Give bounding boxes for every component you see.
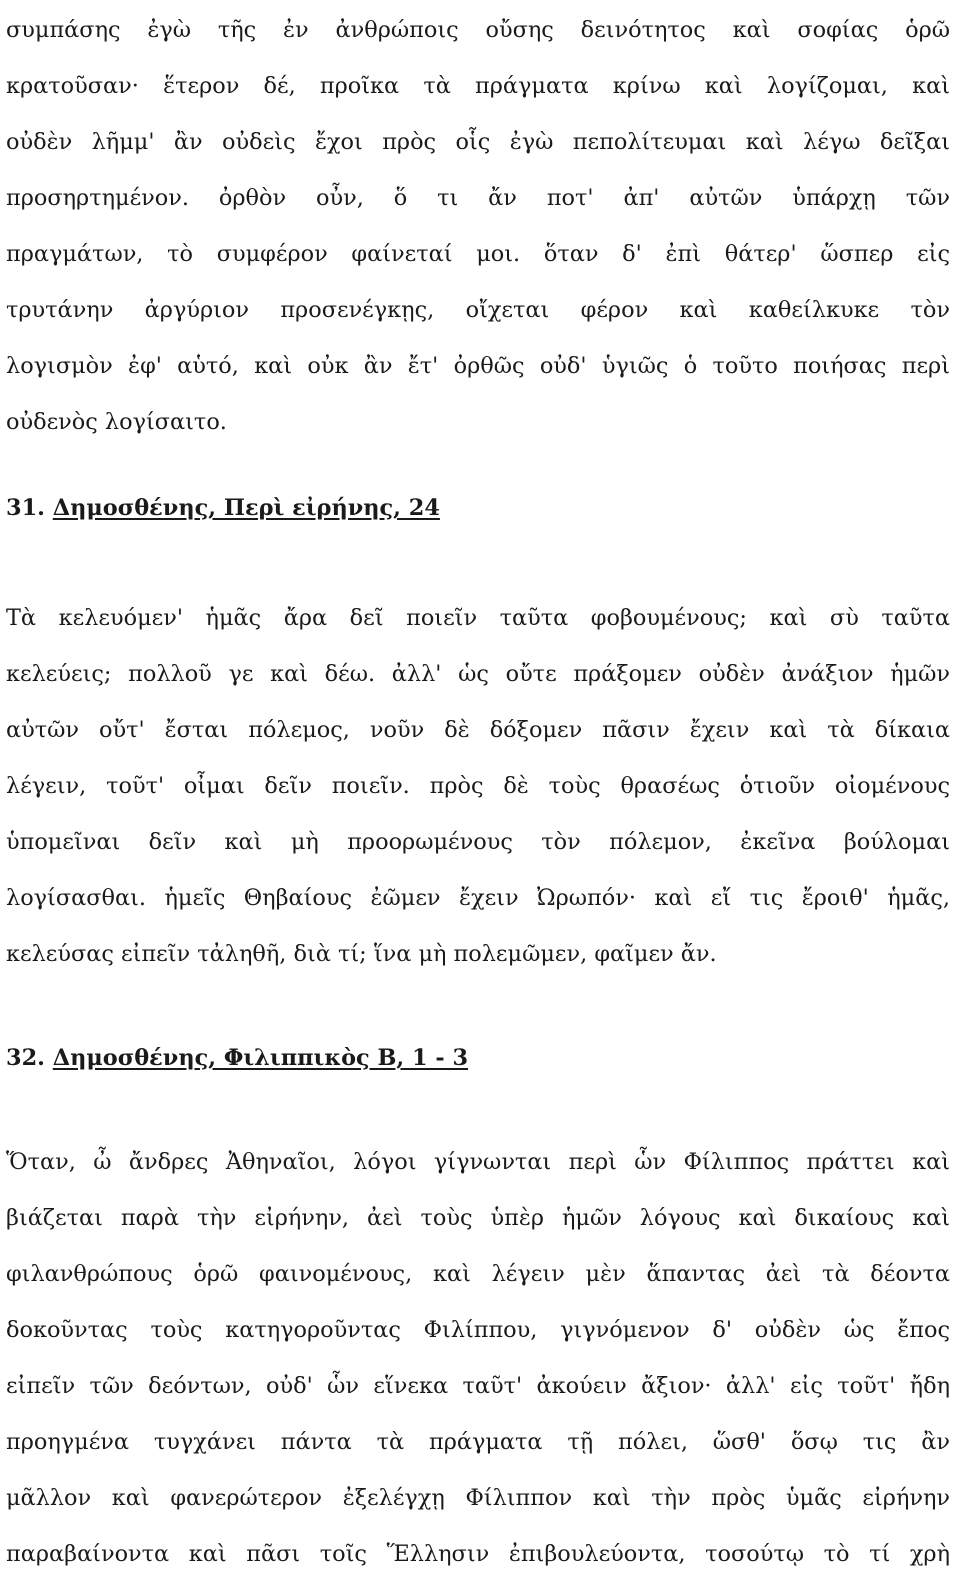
section-32-heading <box>6 1038 468 1078</box>
text-line: φιλανθρώπους ὁρῶ φαινομένους, καὶ λέγειν μὲν ἅπαντας ἀεὶ τὰ δέοντα <box>6 1261 950 1287</box>
text-line: λογίσασθαι. ἡμεῖς Θηβαίους ἐῶμεν ἔχειν Ὠρωπόν· καὶ εἴ τις ἔροιθ' ἡμᾶς, <box>6 885 950 911</box>
text-line: Ὅταν, ὦ ἄνδρες Ἀθηναῖοι, λόγοι γίγνωνται περὶ ὧν Φίλιππος πράττει καὶ <box>6 1149 950 1175</box>
text-line: κελεύεις; πολλοῦ γε καὶ δέω. ἀλλ' ὡς οὔτε πράξομεν οὐδὲν ἀνάξιον ἡμῶν <box>6 661 950 687</box>
text-line: κρατοῦσαν· ἕτερον δέ, προῖκα τὰ πράγματα κρίνω καὶ λογίζομαι, καὶ <box>6 73 950 99</box>
section-title: Δημοσθένης, Περὶ εἰρήνης, 24 <box>52 495 440 521</box>
text-line: οὐδὲν λῆμμ' ἂν οὐδεὶς ἔχοι πρὸς οἷς ἐγὼ πεπολίτευμαι καὶ λέγω δεῖξαι <box>6 129 950 155</box>
text-line: δοκοῦντας τοὺς κατηγοροῦντας Φιλίππου, γιγνόμενον δ' οὐδὲν ὡς ἔπος <box>6 1317 950 1343</box>
text-line: λογισμὸν ἐφ' αὑτό, καὶ οὐκ ἂν ἔτ' ὀρθῶς οὐδ' ὑγιῶς ὁ τοῦτο ποιήσας περὶ <box>6 353 950 379</box>
text-line: πραγμάτων, τὸ συμφέρον φαίνεταί μοι. ὅταν δ' ἐπὶ θάτερ' ὥσπερ εἰς <box>6 241 950 267</box>
text-line: τρυτάνην ἀργύριον προσενέγκῃς, οἴχεται φέρον καὶ καθείλκυκε τὸν <box>6 297 950 323</box>
text-line: Τὰ κελευόμεν' ἡμᾶς ἄρα δεῖ ποιεῖν ταῦτα φοβουμένους; καὶ σὺ ταῦτα <box>6 605 950 631</box>
text-line: αὐτῶν οὔτ' ἔσται πόλεμος, νοῦν δὲ δόξομεν πᾶσιν ἔχειν καὶ τὰ δίκαια <box>6 717 950 743</box>
section-number: 32. <box>6 1045 45 1071</box>
text-line: εἰπεῖν τῶν δεόντων, οὐδ' ὧν εἵνεκα ταῦτ' ἀκούειν ἄξιον· ἀλλ' εἰς τοῦτ' ἤδη <box>6 1373 950 1399</box>
text-line: προηγμένα τυγχάνει πάντα τὰ πράγματα τῇ πόλει, ὥσθ' ὅσῳ τις ἂν <box>6 1429 950 1455</box>
text-line: λέγειν, τοῦτ' οἶμαι δεῖν ποιεῖν. πρὸς δὲ τοὺς θρασέως ὁτιοῦν οἰομένους <box>6 773 950 799</box>
section-number: 31. <box>6 495 45 521</box>
text-line: προσηρτημένον. ὀρθὸν οὖν, ὅ τι ἄν ποτ' ἀπ' αὐτῶν ὑπάρχῃ τῶν <box>6 185 950 211</box>
text-line: ὑπομεῖναι δεῖν καὶ μὴ προορωμένους τὸν πόλεμον, ἐκεῖνα βούλομαι <box>6 829 950 855</box>
text-line: μᾶλλον καὶ φανερώτερον ἐξελέγχῃ Φίλιππον καὶ τὴν πρὸς ὑμᾶς εἰρήνην <box>6 1485 950 1511</box>
text-line: κελεύσας εἰπεῖν τἀληθῆ, διὰ τί; ἵνα μὴ πολεμῶμεν, φαῖμεν ἄν. <box>6 941 717 967</box>
section-title: Δημοσθένης, Φιλιππικὸς Β, 1 - 3 <box>52 1045 469 1071</box>
text-line: οὐδενὸς λογίσαιτο. <box>6 409 227 435</box>
section-31-heading <box>6 488 440 528</box>
text-line: συμπάσης ἐγὼ τῆς ἐν ἀνθρώποις οὔσης δεινότητος καὶ σοφίας ὁρῶ <box>6 17 950 43</box>
text-line: βιάζεται παρὰ τὴν εἰρήνην, ἀεὶ τοὺς ὑπὲρ ἡμῶν λόγους καὶ δικαίους καὶ <box>6 1205 950 1231</box>
text-line: παραβαίνοντα καὶ πᾶσι τοῖς Ἕλλησιν ἐπιβουλεύοντα, τοσούτῳ τὸ τί χρὴ <box>6 1541 950 1567</box>
